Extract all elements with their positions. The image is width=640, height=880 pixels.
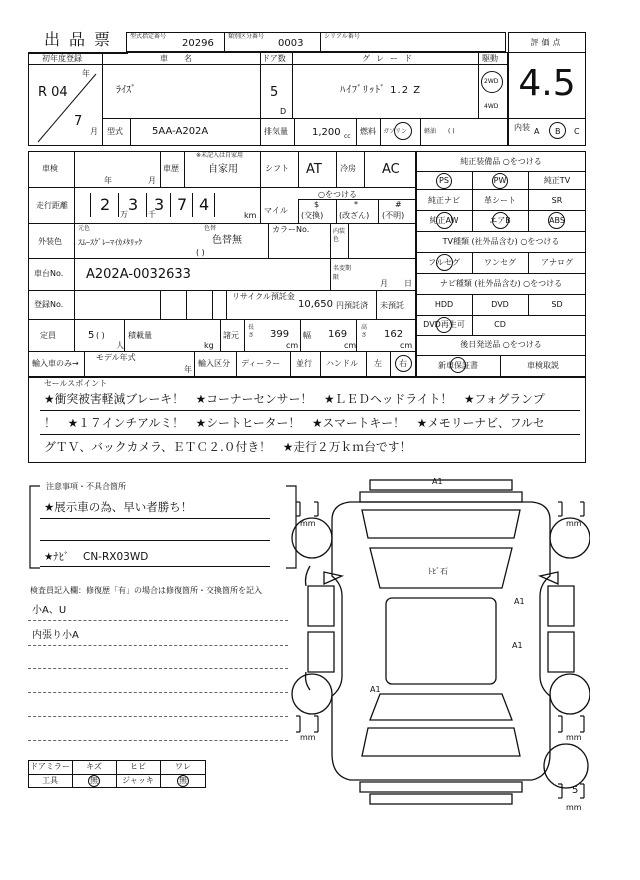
import-dealer: ディーラー	[241, 359, 281, 368]
mileage-digit-2: 3	[128, 195, 139, 214]
serial-label: シリアル番号	[324, 33, 360, 40]
legend-door-mirror: ドアミラー	[30, 762, 70, 771]
fuel-other: ( )	[448, 128, 455, 135]
interior-color-label: 内装色	[333, 228, 346, 243]
equip-ps-circle	[436, 173, 452, 189]
first-reg-era: R 04	[38, 85, 68, 100]
car-name-label: 車名	[160, 54, 208, 63]
history-note: ※未記入は自家用	[196, 152, 244, 159]
inspector-line-2: 内張り小A	[32, 630, 79, 641]
legend-jack-label: ジャッキ	[122, 776, 154, 785]
interior-b-circle	[549, 122, 566, 139]
legend-tools-circle	[88, 775, 100, 787]
tire-mm-rr: mm	[566, 733, 582, 742]
height-unit: cm	[400, 341, 413, 350]
tv-oneseg: ワンセグ	[484, 258, 516, 267]
fuel-gasoline-circle	[394, 122, 412, 140]
chg-color-paren: ( )	[196, 248, 205, 257]
load-unit: kg	[204, 341, 214, 350]
name-change-day: 日	[404, 279, 412, 288]
reg-no-label: 型式指定番号	[130, 33, 167, 40]
spare-tire-value: 5	[572, 785, 579, 796]
document-title: 出品票	[44, 30, 120, 49]
mileage-swap-sym: $	[314, 200, 320, 209]
drive-2wd-circle	[481, 71, 503, 93]
name-change-month: 月	[380, 279, 388, 288]
height-label: 高さ	[361, 324, 368, 339]
model-year-unit: 年	[184, 365, 192, 374]
reg-no: 20296	[182, 38, 214, 49]
first-reg-label: 初年度登録	[42, 54, 82, 63]
recycle-unit: 円預託済	[336, 301, 368, 310]
notes-line-2: ★ﾅﾋﾞ CN-RX03WD	[44, 551, 149, 563]
equip-leather: 革シート	[484, 196, 516, 205]
history-label: 車歴	[163, 164, 179, 173]
history-value: 自家用	[208, 164, 238, 175]
orig-color-label: 元色	[78, 225, 91, 232]
recycle-label: リサイクル預託金	[232, 292, 295, 301]
mileage-digit-5: 4	[199, 195, 210, 214]
mileage-unit: km	[244, 211, 257, 220]
class-no: 0003	[278, 38, 304, 49]
vehicle-detail-box	[28, 151, 416, 377]
inspection-year-unit: 年	[104, 176, 112, 185]
equip-aw: 純正AW	[429, 216, 459, 225]
handle-right-circle	[395, 355, 412, 372]
chassis-number: A202A-0032633	[86, 267, 191, 282]
inspection-month-unit: 月	[148, 176, 156, 185]
damage-front: A1	[432, 477, 443, 486]
inspector-label: 検査員記入欄：修復歴「有」の場合は修復箇所・交換箇所を記入	[30, 586, 262, 595]
equipment-title: 純正装備品 ○をつける	[460, 157, 542, 166]
equip-navi: 純正ナビ	[428, 196, 460, 205]
length-label: 長さ	[248, 324, 255, 339]
damage-windshield: ﾄﾋﾞ石	[428, 567, 448, 576]
equip-pw: PW	[493, 176, 507, 185]
capacity-unit: 人	[116, 341, 124, 350]
load-label: 積載量	[128, 331, 152, 340]
model-type-label: 型式	[107, 127, 123, 136]
registration-label: 登録No.	[34, 300, 64, 309]
color-no-label: カラーNo.	[272, 225, 310, 234]
recycle-amount: 10,650	[298, 299, 333, 310]
damage-left: A1	[370, 685, 381, 694]
model-year-label: モデル年式	[96, 353, 136, 362]
length: 399	[270, 329, 290, 340]
tire-mm-spare: mm	[566, 803, 582, 812]
handle-label: ハンドル	[326, 359, 358, 368]
tv-fullseg-circle	[436, 254, 453, 271]
score-label: 評価点	[530, 38, 564, 47]
equip-airbag-circle	[492, 212, 509, 229]
tire-mm-fr: mm	[566, 519, 582, 528]
notes-line-1: ★展示車の為、早い者勝ち！	[44, 500, 193, 514]
later-title: 後日発送品 ○をつける	[460, 340, 542, 349]
navi-dvd-play-circle	[436, 317, 452, 333]
equip-sr: SR	[551, 196, 563, 205]
legend-tools-label: 工具	[42, 776, 58, 785]
navi-sd: SD	[551, 300, 563, 309]
later-warranty: 新車保証書	[438, 361, 478, 370]
width-unit: cm	[344, 341, 357, 350]
later-manual: 車検取説	[527, 361, 559, 370]
handle-left: 左	[374, 359, 382, 368]
tire-mm-fl: mm	[300, 519, 316, 528]
car-damage-diagram	[290, 476, 590, 816]
fuel-diesel: 軽油	[424, 128, 437, 135]
name-change-label: 名変期限	[333, 265, 352, 281]
mileage-unknown-sym: #	[395, 200, 402, 209]
displacement-label: 排気量	[264, 127, 288, 136]
tire-mm-rl: mm	[300, 733, 316, 742]
tv-fullseg: フルセグ	[428, 258, 460, 267]
doors-label: ドア数	[262, 54, 286, 63]
door-type: D	[280, 107, 287, 116]
mileage-attach-note: ○をつける	[318, 190, 357, 199]
equip-airbag: エアB	[489, 216, 511, 225]
navi-title: ナビ種類 (社外品含む) ○をつける	[439, 279, 563, 288]
inspection-label: 車検	[42, 164, 58, 173]
first-reg-year-unit: 年	[82, 69, 90, 78]
tv-analog: アナログ	[541, 258, 573, 267]
mileage-unit-man: 万	[120, 210, 128, 219]
legend-jack-value: 無	[179, 776, 187, 785]
legend-scratch: キズ	[86, 762, 102, 771]
class-no-label: 類別区分番号	[228, 33, 265, 40]
mileage-unknown: (不明)	[382, 211, 405, 220]
model-type: 5AA-A202A	[152, 126, 209, 137]
import-label: 輸入車のみ→	[32, 359, 79, 368]
grade-label: グレード	[362, 54, 418, 63]
capacity: 5	[88, 330, 95, 341]
width-label: 幅	[303, 331, 311, 340]
door-count: 5	[270, 85, 279, 100]
score-value: 4.5	[518, 63, 576, 104]
dimensions-label: 諸元	[223, 331, 239, 340]
fuel-label: 燃料	[360, 127, 376, 136]
sales-point-line-3: グＴＶ、バックカメラ、ＥＴＣ２.０付き！ ★走行２万ｋｍ台です！	[44, 440, 412, 454]
mileage-tamper: (改ざん)	[339, 211, 370, 220]
capacity-paren: ( )	[96, 331, 105, 340]
capacity-label: 定員	[40, 331, 56, 340]
legend-crack: ヒビ	[130, 762, 146, 771]
handle-right: 右	[399, 359, 407, 368]
import-category-label: 輸入区分	[198, 359, 230, 368]
first-reg-month: 7	[74, 114, 83, 129]
interior-grade-c: C	[574, 127, 580, 136]
legend-break: ワレ	[175, 762, 191, 771]
displacement-unit: cc	[344, 133, 351, 140]
import-parallel: 並行	[296, 359, 312, 368]
grade-value: ﾊｲﾌﾞﾘｯﾄﾞ 1.2 Z	[340, 85, 422, 96]
equip-pw-circle	[492, 173, 508, 189]
fuel-gasoline: ガソリン	[383, 128, 408, 135]
chg-color: 色替無	[212, 235, 242, 246]
color-label: 外装色	[38, 237, 62, 246]
navi-hdd: HDD	[434, 300, 454, 309]
damage-right-1: A1	[514, 597, 525, 606]
shift-label: シフト	[265, 164, 289, 173]
mileage-digit-4: 7	[177, 195, 188, 214]
equip-ps: PS	[439, 176, 449, 185]
interior-grade-b: B	[555, 127, 561, 136]
mileage-mile: マイル	[264, 206, 288, 215]
legend-jack-circle	[177, 775, 189, 787]
notes-label: 注意事項・不具合箇所	[46, 482, 126, 491]
height: 162	[384, 329, 404, 340]
chassis-label: 車台No.	[34, 269, 64, 278]
mileage-swap: (交換)	[301, 211, 324, 220]
navi-cd: CD	[494, 320, 506, 329]
recycle-unpaid: 未預託	[380, 301, 404, 310]
legend-tools-value: 無	[90, 776, 98, 785]
equip-abs: ABS	[549, 216, 565, 225]
car-name: ﾗｲｽﾞ	[116, 85, 136, 96]
drive-4wd: 4WD	[484, 103, 499, 110]
tv-title: TV種類 (社外品含む) ○をつける	[442, 237, 560, 246]
sales-point-line-1: ★衝突被害軽減ブレーキ！ ★コーナーセンサー！ ★ＬＥＤヘッドライト！ ★フォグランプ	[44, 392, 545, 406]
mileage-unit-sen: 千	[148, 210, 156, 219]
ac-value: AC	[382, 162, 400, 177]
length-unit: cm	[286, 341, 299, 350]
navi-dvd-play: DVD再生可	[423, 320, 465, 329]
displacement: 1,200	[312, 127, 341, 138]
sales-point-line-2: ！ ★１７インチアルミ！ ★シートヒーター！ ★スマートキー！ ★メモリーナビ、フルセ	[44, 416, 545, 430]
interior-label: 内装	[514, 123, 530, 132]
sales-points-label: セールスポイント	[44, 379, 108, 388]
equip-aw-circle	[436, 212, 453, 229]
drive-label: 駆動	[482, 54, 498, 63]
orig-color: ｽﾑｰｽｸﾞﾚｰﾏｲｶﾒﾀﾘｯｸ	[78, 238, 142, 247]
width: 169	[328, 329, 348, 340]
ac-label: 冷房	[340, 164, 356, 173]
chg-color-label: 色替	[204, 225, 217, 232]
later-warranty-circle	[450, 357, 466, 373]
navi-dvd: DVD	[491, 300, 509, 309]
mileage-digit-3: 3	[154, 195, 165, 214]
interior-grade-a: A	[534, 127, 540, 136]
inspector-line-1: 小A、U	[32, 605, 67, 616]
mileage-label: 走行距離	[36, 201, 68, 210]
equip-abs-circle	[548, 212, 565, 229]
mileage-digit-1: 2	[100, 195, 111, 214]
drive-2wd: 2WD	[484, 78, 499, 85]
first-reg-month-unit: 月	[90, 127, 98, 136]
equip-tv: 純正TV	[543, 176, 571, 185]
damage-right-2: A1	[512, 641, 523, 650]
mileage-tamper-sym: *	[354, 200, 358, 209]
shift-value: AT	[306, 162, 322, 177]
